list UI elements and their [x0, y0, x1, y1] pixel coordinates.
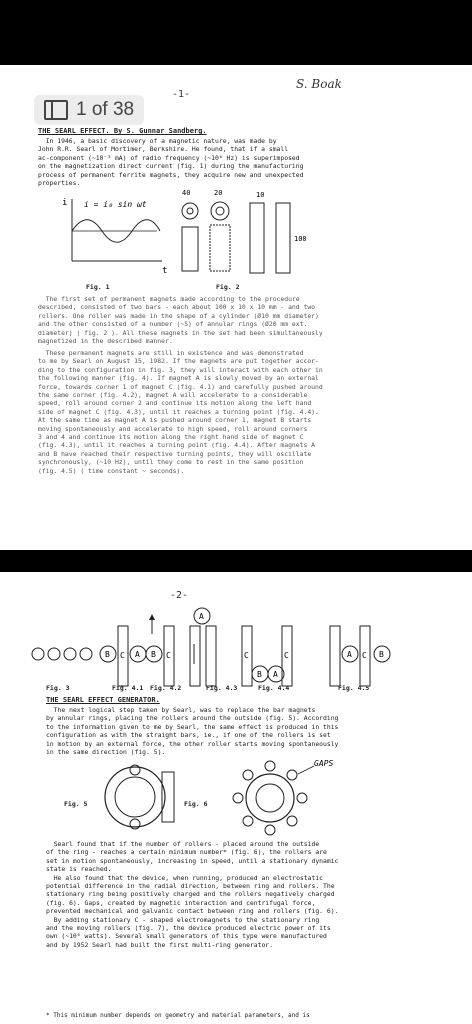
fig4-3-caption: Fig. 4.3 — [206, 684, 238, 692]
svg-text:C: C — [244, 651, 249, 660]
fig4-2-caption: Fig. 4.2 — [150, 684, 182, 692]
page-number: -1- — [172, 89, 191, 100]
demonstration-paragraph: These permanent magnets are still in existence and was demonstrated to me by Searl on August 15, 1982. If the magnets are put together accor- ding to the configuration in fig. 3, they will interact with each other in the following manner (fig. 4). If magnet A is slowly moved by an external force, towards corner 1 of magnet C (fig. 4.1) and carefully pushed around the same corner (fig. 4.2), magnet A will accelerate to a considerable speed, roll around corner 2 and continue its motion along the left hand side of magnet C (fig. 4.3), until it reaches a turning point (fig. 4.4). At the same time as magnet A is pushed around corner 1, magnet B starts moving spontaneously and accelerate to high speed, roll around corners 3 and 4 and continue its motion along the right hand side of magnet C (fig. 4.3), until it reaches a turning point (fig. 4.4). After magnets A and B have reached their respective turning points, they will oscillate synchronously, (~10 Hz), until they come to rest in the same position (fig. 4.5) ( time constant ~ seconds). — [38, 349, 323, 475]
fig4-5-diagram — [330, 626, 390, 686]
fig1-formula: i = i₀ sin ωt — [84, 200, 147, 209]
svg-text:C: C — [284, 651, 289, 660]
figure-6-generator — [230, 758, 340, 838]
handwritten-note: S. Boak — [296, 77, 342, 91]
intro-paragraph: In 1946, a basic discovery of a magnetic nature, was made by John R.R. Searl of Mortimer, Berkshire. He found, that if a small ac-component (~10⁻³ mA) of radio frequency (~10⁶ Hz) is superimposed on the magnetization direct current (fig. 1) during the manufacturing process of permanent ferrite magnets, they acquire new and unexpected properties. — [38, 137, 304, 188]
fig1-axis-t: t — [162, 266, 168, 276]
generator-heading: THE SEARL EFFECT GENERATOR. — [46, 696, 160, 704]
fig3-diagram — [32, 648, 92, 660]
fig4-3-diagram — [190, 608, 216, 686]
fig6-caption: Fig. 6 — [184, 800, 208, 808]
fig4-5-caption: Fig. 4.5 — [338, 684, 370, 692]
footnote: * This minimum number depends on geometry and material parameters, and is — [46, 1012, 310, 1019]
svg-text:A: A — [199, 612, 204, 621]
figures-3-and-4-configurations — [30, 604, 450, 694]
fig1-axis-i: i — [62, 198, 68, 208]
figure-2-magnets — [176, 185, 446, 285]
document-page-2 — [0, 572, 472, 1024]
article-heading: THE SEARL EFFECT. By S. Gunnar Sandberg. — [38, 127, 207, 135]
svg-text:A: A — [273, 670, 278, 679]
svg-text:C: C — [362, 651, 367, 660]
fig2-dim-100: 100 — [294, 235, 307, 243]
fig4-4-caption: Fig. 4.4 — [258, 684, 290, 692]
fig4-1-diagram — [100, 626, 146, 686]
figure-1-current-plot — [62, 191, 172, 281]
fig3-caption: Fig. 3 — [46, 684, 70, 692]
svg-text:B: B — [257, 670, 262, 679]
svg-text:C: C — [166, 651, 171, 660]
svg-text:A: A — [347, 650, 352, 659]
findings-paragraph: Searl found that if the number of rollers - placed around the outside of the ring - reaches a certain minimum number* (fig. 6), the rollers are set in motion spontaneously, increasing in speed, until a stationary dynamic state is reached. He also found that the device, when running, produced an electrostatic potential difference in the radial direction, between ring and rollers. The stationary ring being positively charged and the rollers negatively charged (fig. 6). Gaps, created by magnetic interaction and centrifugal force, prevented mechanical and galvanic contact between ring and rollers (fig. 6). By adding stationary C - shaped electromagnets to the stationary ring and the moving rollers (fig. 7), the device produced electric power of its own (~10⁶ watts). Several small generators of this type were manufactured and by 1952 Searl had built the first multi-ring generator. — [46, 840, 339, 949]
fig5-caption: Fig. 5 — [64, 800, 88, 808]
figure-5-ring-rollers — [100, 762, 180, 832]
svg-text:B: B — [105, 650, 110, 659]
page-number: -2- — [170, 590, 189, 601]
page-counter[interactable] — [34, 95, 144, 125]
fig4-2-diagram — [146, 614, 174, 686]
document-icon — [44, 100, 68, 120]
svg-text:B: B — [379, 650, 384, 659]
fig4-4-diagram — [242, 626, 292, 686]
fig6-gaps-label: GAPS — [314, 759, 334, 768]
page-counter-label: 1 of 38 — [76, 99, 135, 120]
document-page-1 — [0, 65, 472, 550]
fig4-1-caption: Fig. 4.1 — [112, 684, 144, 692]
fig1-caption: Fig. 1 — [86, 283, 110, 291]
fig2-dim-40: 40 — [182, 189, 191, 197]
magnet-set-paragraph: The first set of permanent magnets made according to the procedure described, consisted of two bars - each about 100 x 10 x 10 mm - and two rollers. One roller was made in the shape of a cylinder (Ø10 mm diameter) and the other consisted of a number (~5) of annular rings (Ø20 mm ext. diameter) ( fig. 2 ). All these magnets in the set had been simultaneously magnetized in the described manner. — [38, 295, 323, 346]
fig2-caption: Fig. 2 — [216, 283, 240, 291]
svg-text:C: C — [120, 651, 125, 660]
generator-paragraph: The next logical step taken by Searl, was to replace the bar magnets by annular rings, placing the rollers around the outside (fig. 5). According to the information given to me by Searl, the same effect is produced in this configuration as with the straight bars, ie., if one of the rollers is set in motion by an external force, the other roller starts moving spontaneously in the same direction (fig. 5). — [46, 706, 339, 757]
fig2-dim-10: 10 — [256, 191, 265, 199]
svg-text:A: A — [135, 650, 140, 659]
fig2-dim-20: 20 — [214, 189, 223, 197]
svg-text:B: B — [151, 650, 156, 659]
